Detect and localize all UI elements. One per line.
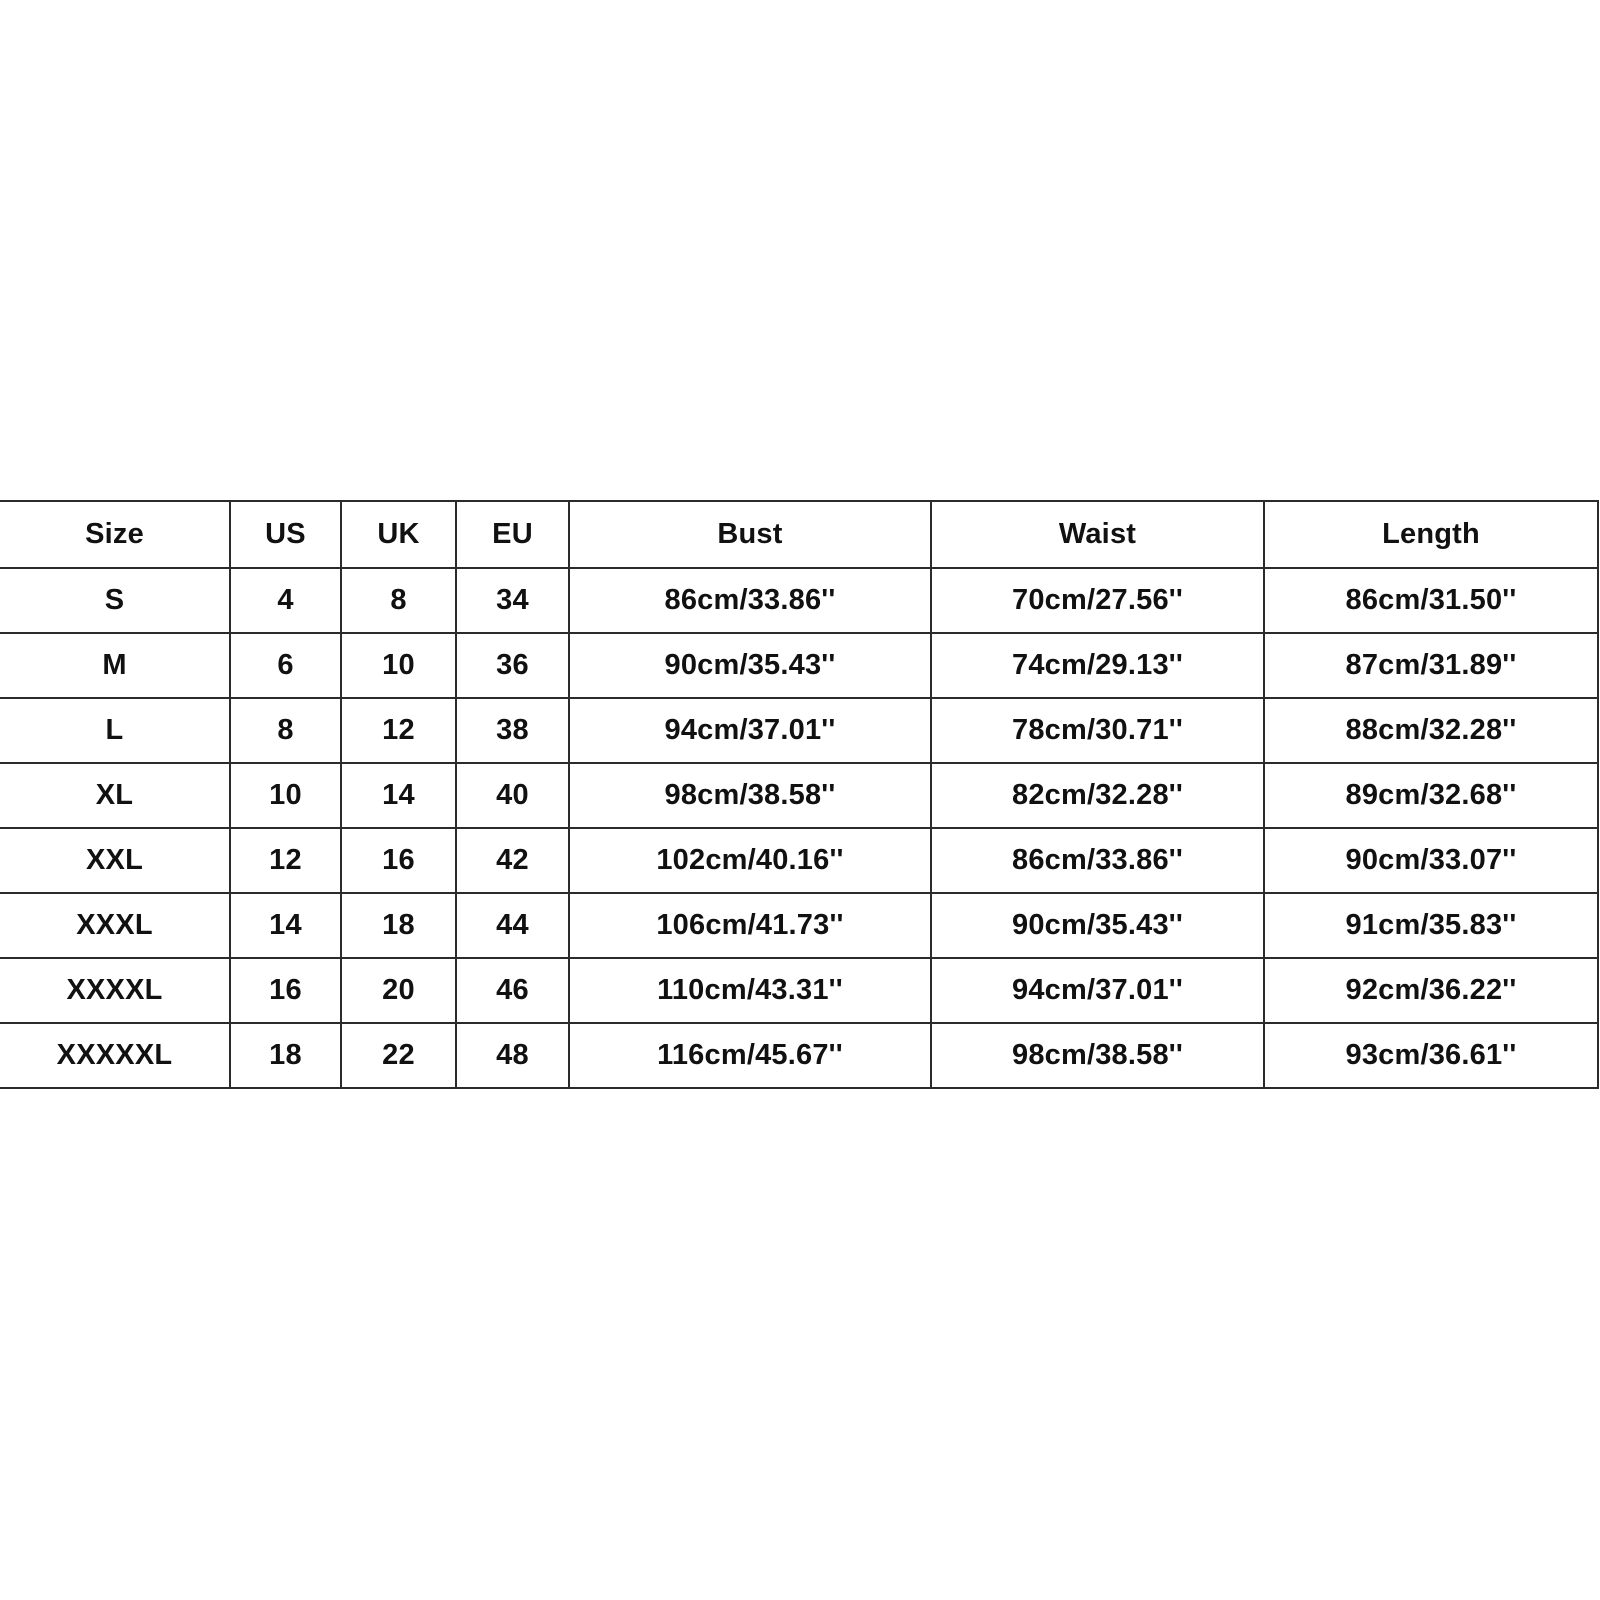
cell-eu: 42 — [456, 828, 569, 893]
cell-us: 16 — [230, 958, 341, 1023]
table-row — [0, 958, 1598, 1023]
cell-eu: 40 — [456, 763, 569, 828]
cell-us: 14 — [230, 893, 341, 958]
header-length: Length — [1264, 501, 1598, 568]
cell-size: L — [0, 698, 230, 763]
cell-waist: 98cm/38.58'' — [931, 1023, 1264, 1088]
table-row — [0, 568, 1598, 633]
table-row — [0, 698, 1598, 763]
cell-length: 90cm/33.07'' — [1264, 828, 1598, 893]
cell-us: 10 — [230, 763, 341, 828]
cell-eu: 34 — [456, 568, 569, 633]
cell-length: 86cm/31.50'' — [1264, 568, 1598, 633]
cell-size: S — [0, 568, 230, 633]
cell-uk: 18 — [341, 893, 456, 958]
cell-size: XXL — [0, 828, 230, 893]
table-row — [0, 633, 1598, 698]
size-chart-table — [0, 500, 1599, 1089]
cell-waist: 90cm/35.43'' — [931, 893, 1264, 958]
cell-bust: 116cm/45.67'' — [569, 1023, 931, 1088]
cell-bust: 94cm/37.01'' — [569, 698, 931, 763]
cell-eu: 36 — [456, 633, 569, 698]
cell-uk: 8 — [341, 568, 456, 633]
cell-eu: 46 — [456, 958, 569, 1023]
cell-us: 18 — [230, 1023, 341, 1088]
cell-length: 87cm/31.89'' — [1264, 633, 1598, 698]
header-row — [0, 501, 1598, 568]
cell-size: XL — [0, 763, 230, 828]
header-uk: UK — [341, 501, 456, 568]
cell-uk: 16 — [341, 828, 456, 893]
table-row — [0, 1023, 1598, 1088]
cell-size: XXXXXL — [0, 1023, 230, 1088]
cell-waist: 86cm/33.86'' — [931, 828, 1264, 893]
cell-eu: 44 — [456, 893, 569, 958]
cell-length: 89cm/32.68'' — [1264, 763, 1598, 828]
cell-bust: 98cm/38.58'' — [569, 763, 931, 828]
cell-uk: 12 — [341, 698, 456, 763]
cell-length: 92cm/36.22'' — [1264, 958, 1598, 1023]
header-waist: Waist — [931, 501, 1264, 568]
cell-bust: 106cm/41.73'' — [569, 893, 931, 958]
cell-eu: 48 — [456, 1023, 569, 1088]
cell-waist: 82cm/32.28'' — [931, 763, 1264, 828]
header-size: Size — [0, 501, 230, 568]
cell-us: 8 — [230, 698, 341, 763]
cell-uk: 10 — [341, 633, 456, 698]
table-row — [0, 828, 1598, 893]
cell-waist: 74cm/29.13'' — [931, 633, 1264, 698]
cell-bust: 110cm/43.31'' — [569, 958, 931, 1023]
cell-us: 4 — [230, 568, 341, 633]
cell-waist: 94cm/37.01'' — [931, 958, 1264, 1023]
cell-bust: 86cm/33.86'' — [569, 568, 931, 633]
cell-bust: 102cm/40.16'' — [569, 828, 931, 893]
cell-size: XXXXL — [0, 958, 230, 1023]
table-row — [0, 893, 1598, 958]
cell-uk: 22 — [341, 1023, 456, 1088]
cell-waist: 70cm/27.56'' — [931, 568, 1264, 633]
cell-bust: 90cm/35.43'' — [569, 633, 931, 698]
cell-us: 6 — [230, 633, 341, 698]
cell-us: 12 — [230, 828, 341, 893]
header-eu: EU — [456, 501, 569, 568]
cell-eu: 38 — [456, 698, 569, 763]
table-row — [0, 763, 1598, 828]
cell-length: 93cm/36.61'' — [1264, 1023, 1598, 1088]
cell-length: 88cm/32.28'' — [1264, 698, 1598, 763]
cell-waist: 78cm/30.71'' — [931, 698, 1264, 763]
header-us: US — [230, 501, 341, 568]
cell-size: M — [0, 633, 230, 698]
cell-length: 91cm/35.83'' — [1264, 893, 1598, 958]
cell-uk: 14 — [341, 763, 456, 828]
header-bust: Bust — [569, 501, 931, 568]
cell-uk: 20 — [341, 958, 456, 1023]
cell-size: XXXL — [0, 893, 230, 958]
